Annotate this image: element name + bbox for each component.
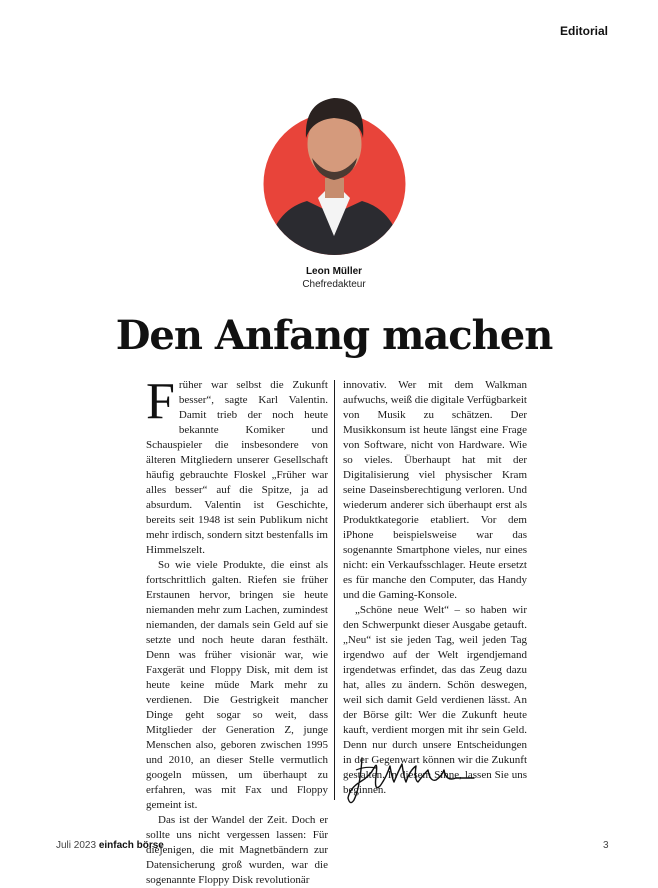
paragraph-text: rüher war selbst die Zukunft besser“, sagte Karl Valentin. Damit trieb der noch heute bekannte Komiker und Schauspieler die insbesondere von älteren Mitgliedern unserer Gesellschaft häufig gebrauchte Floskel „Früher war alles besser“ auf die Spitze, ja ad absurdum. Valentin ist Geschichte, bereits seit 1948 ist sein Publikum nicht mehr irdisch, sondern sitzt bestenfalls im Himmelszelt. (146, 379, 328, 556)
article-paragraph: So wie viele Produkte, die einst als fortschrittlich galten. Riefen sie früher Erstaunen hervor, bringen sie heute niemanden mehr zum Lachen, zumindest niemanden, der damals sein Geld auf sie setzte und noch heute daran festhält. Denn was früher visionär war, wie Faxgerät und Floppy Disk, mit dem ist heute keine müde Mark mehr zu verdienen. Die Gestrigkeit mancher Dinge geht sogar so weit, dass Mitglieder der Generation Z, junge Menschen also, geboren zwischen 1995 und 2010, an dieser Stelle vermutlich googeln müssen, um überhaupt zu erfahren, was mit Fax und Floppy gemeint ist. (146, 559, 328, 811)
author-portrait (262, 86, 407, 256)
magazine-name: einfach börse (98, 840, 164, 851)
handwritten-signature (346, 748, 476, 810)
drop-cap: F (146, 373, 175, 430)
issue-date: Juli 2023 (56, 840, 97, 851)
headline: Den Anfang machen (115, 312, 553, 359)
column-divider (334, 380, 335, 800)
author-name: Leon Müller (305, 266, 363, 277)
article-column-right (343, 378, 527, 798)
article-paragraph: innovativ. Wer mit dem Walkman aufwuchs, weiß die digitale Verfügbarkeit von Musik zu schätzen. Der Musikkonsum ist heute längst eine Frage von Software, nicht von Hardware. Wie so vieles. Überhaupt hat mit der Digitalisierung viel physischer Kram seine Daseinsberechtigung verloren. Und wiederum anderer sich überhaupt erst als Produktkategorie etabliert. Vor dem iPhone beispielsweise war das sogenannte Smartphone vieles, nur eines nicht: ein Verkaufsschlager. Heute ersetzt es für manche den Computer, das Handy und die Gaming-Konsole. (343, 379, 527, 601)
author-role: Chefredakteur (302, 279, 366, 290)
page-number: 3 (603, 840, 609, 851)
footer-issue (56, 840, 164, 851)
article-column-left (146, 373, 328, 888)
article-paragraph (146, 373, 328, 558)
article-paragraph: „Schöne neue Welt“ – so haben wir den Schwerpunkt dieser Ausgabe getauft. „Neu“ ist sie jeden Tag, weil jeden Tag irgendwo auf der Welt irgendjemand irgendetwas erfindet, das das Zeug dazu hat, alles zu ändern. Schön deswegen, weil sich damit Geld verdienen lässt. An der Börse gilt: Wer die Zukunft heute kauft, verdient morgen mit ihr sein Geld. Denn nur durch unsere Entscheidungen in der Gegenwart können wir die Zukunft gestalten. In diesem Sinne, lassen Sie uns beginnen. (343, 604, 527, 796)
section-label: Editorial (559, 24, 608, 38)
article-paragraph: Das ist der Wandel der Zeit. Doch er sollte uns nicht vergessen lassen: Für diejenigen, die mit Magnetbändern zur Datensicherung groß wurden, war die sogenannte Floppy Disk revolutionär (146, 814, 328, 886)
